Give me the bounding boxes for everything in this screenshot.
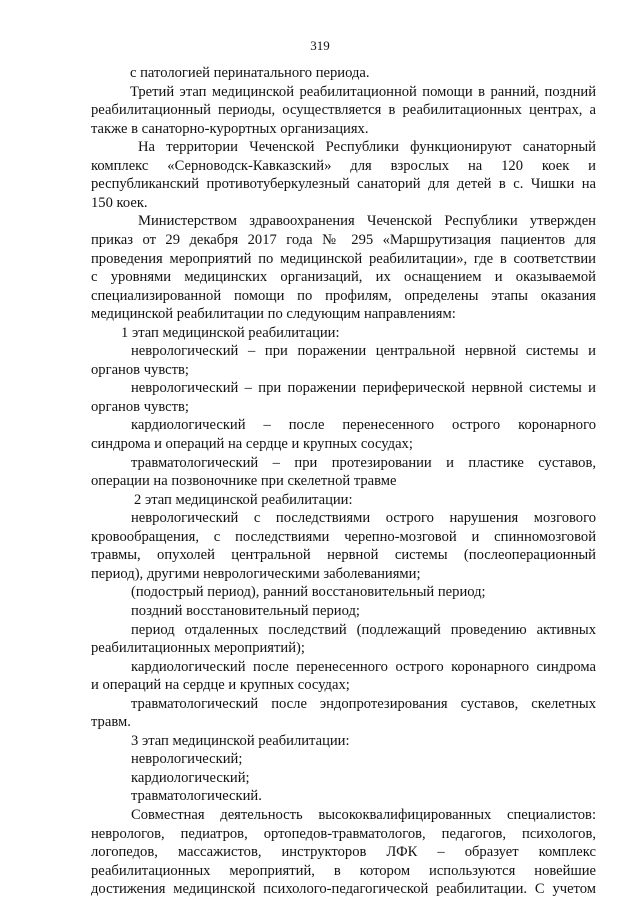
text-line: операции на позвоночнике при скелетной травме: [91, 473, 397, 490]
text-line: 150 коек.: [91, 194, 148, 211]
text-line: поздний восстановительный период;: [131, 602, 360, 619]
text-line: период), другими неврологическими заболеваниями;: [91, 565, 421, 582]
text-line: неврологический – при поражении центральной нервной системы и: [131, 343, 596, 360]
text-line: с уровнями медицинских организаций, их оснащением и оказываемой: [91, 269, 596, 286]
text-line: 3 этап медицинской реабилитации:: [131, 732, 350, 749]
text-line: неврологический – при поражении периферической нервной системы и: [131, 380, 596, 397]
text-line: достижения медицинской психолого-педагогической реабилитации. С учетом: [91, 881, 596, 898]
text-line: комплекс «Серноводск-Кавказский» для взрослых на 120 коек и: [91, 157, 596, 174]
text-line: реабилитационных мероприятий);: [91, 640, 305, 657]
text-line: реабилитационных мероприятий, в котором используются новейшие: [91, 862, 596, 879]
page-number: 319: [310, 38, 330, 53]
text-line: с патологией перинатального периода.: [130, 65, 370, 81]
text-line: логопедов, массажистов, инструкторов ЛФК – образует комплекс: [91, 844, 596, 861]
text-line: медицинской реабилитации по следующим направлениям:: [91, 306, 456, 323]
text-line: специализированной помощи по профилям, определены этапы оказания: [91, 287, 596, 304]
text-line: Министерством здравоохранения Чеченской Республики утвержден: [138, 213, 596, 230]
text-line: (подострый период), ранний восстановительный период;: [131, 584, 486, 601]
text-line: период отдаленных последствий (подлежащий проведению активных: [131, 621, 596, 638]
text-line: травматологический.: [131, 788, 262, 805]
text-line: травматологический – при протезировании и пластике суставов,: [131, 454, 596, 471]
text-line: кардиологический после перенесенного острого коронарного синдрома: [131, 658, 596, 675]
text-line: неврологов, педиатров, ортопедов-травматологов, педагогов, психологов,: [91, 825, 596, 842]
text-line: Совместная деятельность высококвалифицированных специалистов:: [131, 807, 596, 823]
text-line: приказ от 29 декабря 2017 года № 295 «Маршрутизация пациентов для: [91, 231, 596, 248]
text-line: 2 этап медицинской реабилитации:: [134, 491, 353, 508]
text-line: неврологический;: [131, 751, 243, 768]
text-line: и операций на сердце и крупных сосудах;: [91, 677, 350, 694]
text-line: реабилитационный периоды, осуществляется в реабилитационных центрах, а: [91, 102, 596, 119]
text-line: травмы, опухолей центральной нервной системы (послеоперационный: [91, 547, 596, 564]
text-line: республиканский противотуберкулезный санаторий для детей в с. Чишки на: [91, 176, 596, 193]
text-line: травматологический после эндопротезирования суставов, скелетных: [131, 695, 596, 712]
text-line: также в санаторно-курортных организациях.: [91, 120, 369, 137]
text-line: На территории Чеченской Республики функционируют санаторный: [138, 139, 596, 156]
text-line: Третий этап медицинской реабилитационной помощи в ранний, поздний: [130, 83, 596, 100]
text-line: 1 этап медицинской реабилитации:: [121, 324, 340, 341]
text-line: кардиологический;: [131, 769, 250, 786]
text-line: неврологический с последствиями острого нарушения мозгового: [131, 510, 596, 527]
text-line: органов чувств;: [91, 398, 189, 415]
text-line: травм.: [91, 714, 131, 731]
text-line: синдрома и операций на сердце и крупных сосудах;: [91, 436, 413, 452]
text-line: кардиологический – после перенесенного острого коронарного: [131, 417, 596, 434]
text-line: проведения мероприятий по медицинской реабилитации», где в соответствии: [91, 250, 596, 267]
text-line: кровообращения, с последствиями черепно-мозговой и спинномозговой: [91, 528, 596, 545]
text-line: органов чувств;: [91, 361, 189, 378]
